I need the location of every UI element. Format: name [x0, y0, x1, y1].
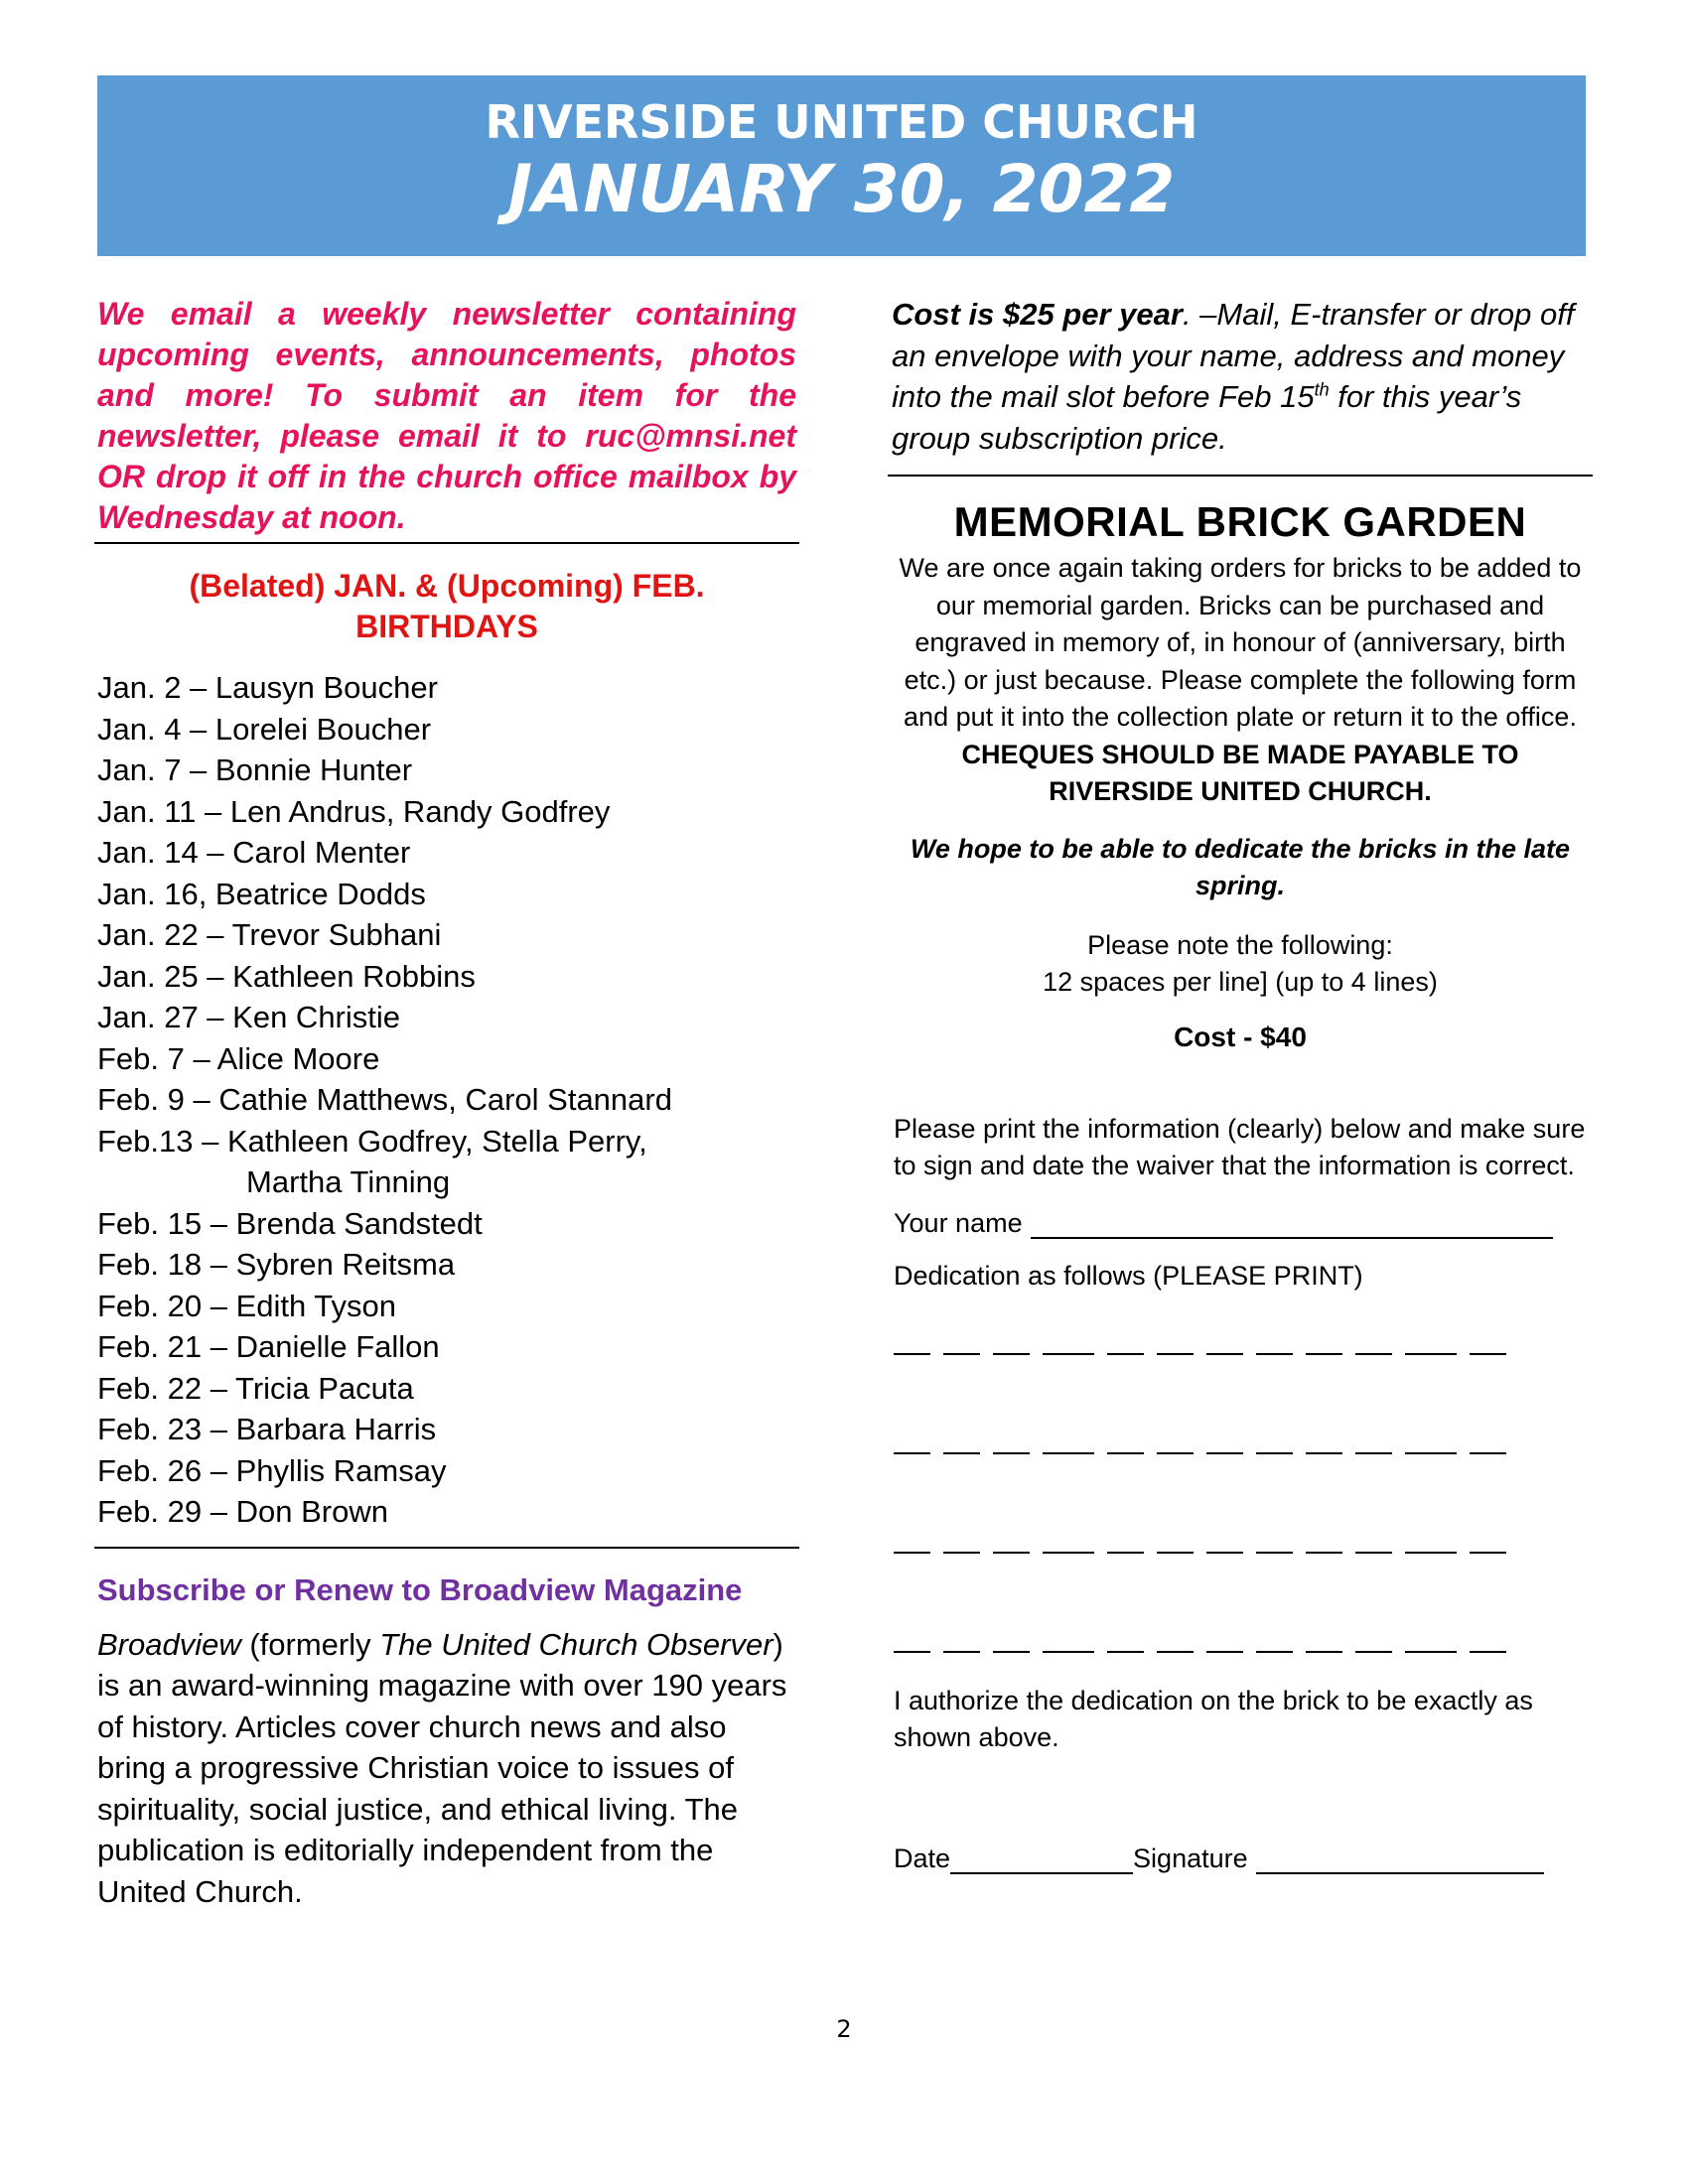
dedication-line-3[interactable] — [894, 1552, 1589, 1554]
note-line: Please note the following: — [1087, 929, 1393, 960]
divider — [94, 542, 799, 544]
birthday-item: Jan. 14 – Carol Menter — [97, 835, 411, 870]
print-instructions: Please print the information (clearly) below and make sure to sign and date the waiver that the information is correct. — [894, 1113, 1586, 1180]
dedication-line-4[interactable] — [894, 1651, 1589, 1653]
date-label: Date — [894, 1843, 951, 1873]
dedication-timing: We hope to be able to dedicate the bricks in the late spring. — [910, 833, 1571, 900]
observer-title: The United Church Observer — [379, 1626, 774, 1662]
birthday-item: Feb. 29 – Don Brown — [97, 1494, 388, 1529]
broadview-description: Broadview (formerly The United Church Observer) is an award-winning magazine with over 190 years of history. Articles cover church news and also bring a progressive Christian voice to issues of spirituality, social justice, and ethical living. The publication is editorially independent from the United Church. — [97, 1626, 787, 1909]
birthday-item: Jan. 7 – Bonnie Hunter — [97, 752, 413, 787]
birthdays-heading-line2: BIRTHDAYS — [355, 609, 538, 644]
birthday-item: Jan. 4 – Lorelei Boucher — [97, 711, 432, 747]
birthdays-heading-line1: (Belated) JAN. & (Upcoming) FEB. — [189, 568, 705, 604]
your-name-row — [892, 1207, 1589, 1239]
your-name-blank[interactable] — [1031, 1207, 1553, 1239]
header-banner — [97, 75, 1586, 256]
birthday-item: Feb. 7 – Alice Moore — [97, 1040, 380, 1076]
broadview-heading: Subscribe or Renew to Broadview Magazine — [97, 1571, 743, 1607]
dedication-line-2[interactable] — [894, 1452, 1589, 1454]
divider — [888, 475, 1593, 477]
subscription-price: Cost is $25 per year — [892, 297, 1183, 332]
memorial-heading: MEMORIAL BRICK GARDEN — [953, 498, 1527, 545]
subscription-cost: Cost is $25 per year. –Mail, E-transfer or drop off an envelope with your name, address and money into the mail slot before Feb 15th for this year’s group subscription price. — [892, 297, 1575, 456]
divider — [94, 1547, 799, 1549]
cheque-instructions: CHEQUES SHOULD BE MADE PAYABLE TO RIVERSIDE UNITED CHURCH. — [961, 739, 1519, 806]
birthday-item: Jan. 22 – Trevor Subhani — [97, 917, 442, 952]
authorization-statement: I authorize the dedication on the brick to be exactly as shown above. — [894, 1685, 1533, 1752]
newsletter-intro: We email a weekly newsletter containing upcoming events, announcements, photos and more! To submit an item for the newsletter, please email it to ruc@mnsi.net OR drop it off in the church office mailbox by Wednesday at noon. — [97, 296, 796, 535]
signature-label: Signature — [1133, 1843, 1248, 1873]
right-column — [892, 294, 1589, 1874]
birthday-item: Feb. 9 – Cathie Matthews, Carol Stannard — [97, 1082, 672, 1117]
spaces-note: 12 spaces per line] (up to 4 lines) — [1043, 967, 1438, 997]
brick-cost: Cost - $40 — [1174, 1021, 1307, 1052]
birthday-item: Feb.13 – Kathleen Godfrey, Stella Perry, — [97, 1123, 647, 1159]
birthday-item: Jan. 27 – Ken Christie — [97, 1000, 401, 1034]
date-blank[interactable] — [950, 1843, 1133, 1874]
newsletter-date: JANUARY 30, 2022 — [507, 150, 1176, 227]
birthday-item: Feb. 22 – Tricia Pacuta — [97, 1370, 414, 1406]
signature-blank[interactable] — [1256, 1843, 1544, 1874]
dedication-line-1[interactable] — [894, 1353, 1589, 1355]
birthday-item: Feb. 18 – Sybren Reitsma — [97, 1247, 456, 1282]
your-name-label: Your name — [894, 1207, 1023, 1238]
birthday-item: Feb. 20 – Edith Tyson — [97, 1288, 397, 1323]
birthday-item: Jan. 25 – Kathleen Robbins — [97, 958, 476, 994]
birthday-item: Jan. 16, Beatrice Dodds — [97, 876, 426, 911]
birthday-item: Feb. 23 – Barbara Harris — [97, 1412, 437, 1446]
memorial-description: We are once again taking orders for bricks to be added to our memorial garden. Bricks can be purchased and engraved in memory of, in honour of (anniversary, birth etc.) or just because. Please complete the following form and put it into the collection plate or return it to the office. CHEQUES SHOULD BE MADE PAYABLE TO RIVERSIDE UNITED CHURCH. — [899, 553, 1582, 806]
birthday-item: Feb. 26 – Phyllis Ramsay — [97, 1452, 447, 1488]
date-signature-row — [892, 1843, 1589, 1874]
birthday-item-continued: Martha Tinning — [246, 1164, 451, 1199]
birthday-item: Jan. 11 – Len Andrus, Randy Godfrey — [97, 793, 611, 829]
page-number: 2 — [836, 2015, 852, 2043]
left-column — [97, 294, 796, 1912]
church-name: RIVERSIDE UNITED CHURCH — [485, 95, 1198, 149]
dedication-label: Dedication as follows (PLEASE PRINT) — [894, 1260, 1363, 1291]
birthday-item: Jan. 2 – Lausyn Boucher — [97, 670, 438, 705]
birthday-item: Feb. 21 – Danielle Fallon — [97, 1329, 440, 1364]
birthday-item: Feb. 15 – Brenda Sandstedt — [97, 1205, 483, 1241]
birthdays-heading — [97, 566, 796, 647]
broadview-title: Broadview — [97, 1626, 241, 1662]
birthday-list — [97, 667, 796, 1533]
